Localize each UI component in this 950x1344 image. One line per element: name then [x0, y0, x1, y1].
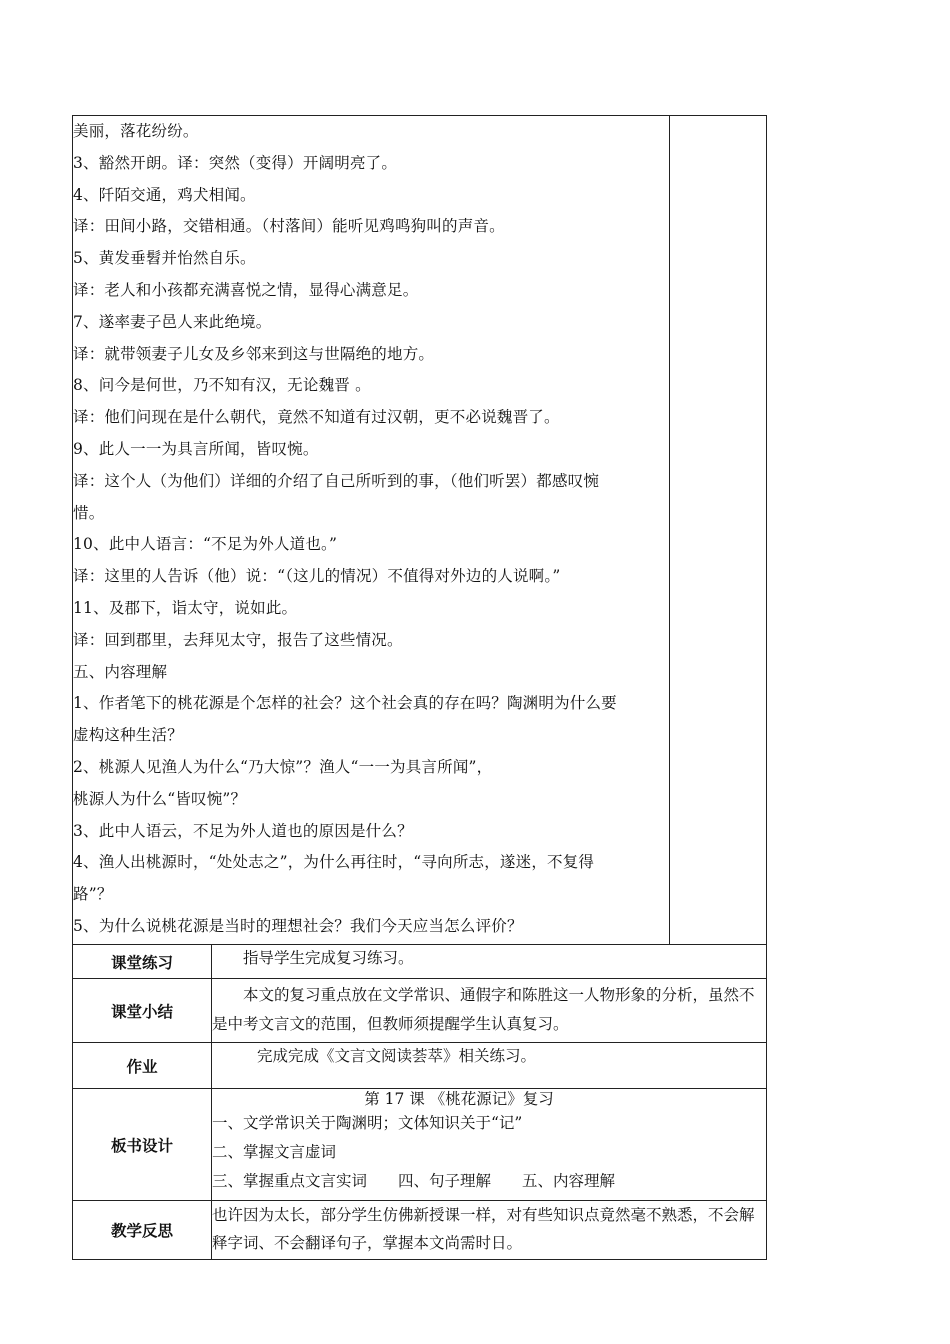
main-lines — [73, 116, 669, 943]
reflection-label: 教学反思 — [73, 1201, 212, 1260]
content-line: 7、遂率妻子邑人来此绝境。 — [73, 312, 272, 331]
summary-content — [212, 979, 767, 1043]
board-line-1: 一、文学常识关于陶渊明；文体知识关于“记” — [212, 1114, 523, 1132]
content-line: 4、渔人出桃源时，“处处志之”，为什么再往时，“寻向所志，遂迷，不复得 — [73, 853, 595, 872]
content-line: 译：就带领妻子儿女及乡邻来到这与世隔绝的地方。 — [73, 344, 435, 363]
content-line: 9、此人一一为具言所闻，皆叹惋。 — [73, 439, 319, 458]
content-line: 美丽，落花纷纷。 — [73, 122, 199, 140]
homework-content — [212, 1043, 767, 1089]
content-line: 译：回到郡里，去拜见太守，报告了这些情况。 — [73, 630, 403, 649]
content-line: 惜。 — [73, 503, 105, 522]
main-content-row — [73, 116, 767, 945]
content-line: 1、作者笔下的桃花源是个怎样的社会？这个社会真的存在吗？陶渊明为什么要 — [73, 694, 617, 713]
content-line: 译：这个人（为他们）详细的介绍了自己所听到的事，（他们听罢）都感叹惋 — [73, 471, 600, 490]
content-line: 3、豁然开朗。译：突然（变得）开阔明亮了。 — [73, 153, 398, 172]
practice-label: 课堂练习 — [73, 945, 212, 979]
summary-text: 本文的复习重点放在文学常识、通假字和陈胜这一人物形象的分析，虽然不是中考文言文的范围，但教师须提醒学生认真复习。 — [212, 986, 755, 1033]
content-line: 译：田间小路，交错相通。（村落间）能听见鸡鸣狗叫的声音。 — [73, 217, 505, 236]
homework-row — [73, 1043, 767, 1089]
content-line: 译：老人和小孩都充满喜悦之情，显得心满意足。 — [73, 280, 419, 299]
practice-content — [212, 945, 767, 979]
homework-label: 作业 — [73, 1043, 212, 1089]
content-line: 3、此中人语云，不足为外人道也的原因是什么？ — [73, 821, 413, 840]
side-notes-cell — [670, 116, 767, 945]
practice-row — [73, 945, 767, 979]
content-line: 路”？ — [73, 885, 113, 904]
practice-text: 指导学生完成复习练习。 — [243, 949, 414, 967]
content-line: 桃源人为什么“皆叹惋”？ — [73, 789, 247, 808]
content-line: 2、桃源人见渔人为什么“乃大惊”？渔人“一一为具言所闻”， — [73, 757, 493, 776]
reflection-content — [212, 1201, 767, 1260]
board-title: 第 17 课 《桃花源记》复习 — [364, 1090, 554, 1108]
content-line: 译：这里的人告诉（他）说：“（这儿的情况）不值得对外边的人说啊。” — [73, 567, 561, 586]
board-line-2: 二、掌握文言虚词 — [212, 1143, 337, 1161]
board-content — [212, 1089, 767, 1201]
content-line: 5、黄发垂髫并怡然自乐。 — [73, 249, 256, 268]
content-line: 五、内容理解 — [73, 662, 168, 681]
content-line: 译：他们问现在是什么朝代，竟然不知道有过汉朝，更不必说魏晋了。 — [73, 408, 560, 427]
summary-label: 课堂小结 — [73, 979, 212, 1043]
content-line: 虚构这种生活？ — [73, 726, 183, 745]
content-line: 10、此中人语言：“不足为外人道也。” — [73, 535, 338, 554]
content-line: 11、及郡下，诣太守，说如此。 — [73, 598, 298, 617]
homework-text: 完成完成《文言文阅读荟萃》相关练习。 — [257, 1047, 537, 1065]
board-line-3: 三、掌握重点文言实词 四、句子理解 五、内容理解 — [212, 1172, 616, 1190]
board-row — [73, 1089, 767, 1201]
content-line: 5、为什么说桃花源是当时的理想社会？我们今天应当怎么评价？ — [73, 916, 523, 935]
reflection-row — [73, 1201, 767, 1260]
board-label: 板书设计 — [73, 1089, 212, 1201]
content-line: 4、阡陌交通，鸡犬相闻。 — [73, 185, 256, 204]
lesson-plan-table — [72, 115, 767, 1260]
content-line: 8、问今是何世，乃不知有汉，无论魏晋 。 — [73, 376, 371, 395]
main-content-cell — [73, 116, 670, 945]
reflection-text: 也许因为太长，部分学生仿佛新授课一样，对有些知识点竟然毫不熟悉，不会解释字词、不会翻译句子，掌握本文尚需时日。 — [212, 1206, 755, 1252]
summary-row — [73, 979, 767, 1043]
